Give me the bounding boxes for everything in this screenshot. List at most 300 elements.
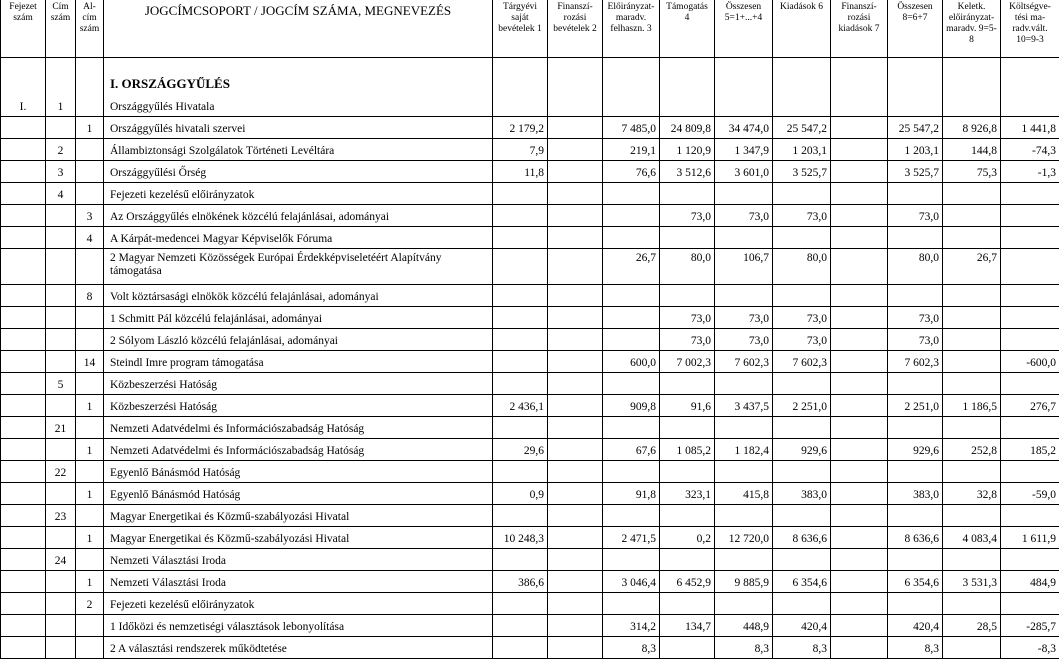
value-cell-8: 929,6	[888, 439, 943, 461]
value-cell-8	[888, 593, 943, 615]
value-cell-7	[831, 483, 888, 505]
value-cell-5: 7 602,3	[715, 351, 773, 373]
value-cell-9	[943, 417, 1001, 439]
value-cell-5	[715, 183, 773, 205]
value-cell-3	[603, 227, 660, 249]
value-cell-5: 73,0	[715, 329, 773, 351]
empty-cell	[76, 58, 104, 96]
value-cell-3: 219,1	[603, 139, 660, 161]
value-cell-4: 24 809,8	[660, 117, 715, 139]
value-cell-9	[943, 549, 1001, 571]
table-row	[1, 439, 1059, 461]
cim-cell: 5	[46, 373, 76, 395]
value-cell-4	[660, 373, 715, 395]
value-cell-7	[831, 307, 888, 329]
value-cell-3: 91,8	[603, 483, 660, 505]
value-cell-4: 73,0	[660, 307, 715, 329]
value-cell-2	[548, 593, 603, 615]
header-col-10: Költségve- tési ma- radv.vált. 10=9-3	[1001, 0, 1059, 58]
empty-cell	[943, 58, 1001, 96]
cim-cell	[46, 329, 76, 351]
value-cell-4	[660, 593, 715, 615]
value-cell-10	[1001, 549, 1059, 571]
value-cell-2	[548, 615, 603, 637]
value-cell-6	[773, 417, 831, 439]
alcim-cell: 1	[76, 395, 104, 417]
fejezet-cell	[1, 329, 46, 351]
alcim-cell: 14	[76, 351, 104, 373]
value-cell-3	[603, 95, 660, 117]
name-cell: 2 Sólyom László közcélú felajánlásai, adományai	[104, 329, 493, 351]
name-cell: Fejezeti kezelésű előirányzatok	[104, 183, 493, 205]
value-cell-4: 7 002,3	[660, 351, 715, 373]
empty-cell	[548, 58, 603, 96]
name-cell: Országgyűlés Hivatala	[104, 95, 493, 117]
value-cell-7	[831, 527, 888, 549]
name-cell: A Kárpát-medencei Magyar Képviselők Fóruma	[104, 227, 493, 249]
header-name: JOGCÍMCSOPORT / JOGCÍM SZÁMA, MEGNEVEZÉS	[104, 0, 493, 58]
value-cell-4	[660, 183, 715, 205]
cim-cell: 21	[46, 417, 76, 439]
alcim-cell: 1	[76, 483, 104, 505]
name-cell: Nemzeti Adatvédelmi és Információszabadság Hatóság	[104, 439, 493, 461]
value-cell-2	[548, 417, 603, 439]
value-cell-4: 1 120,9	[660, 139, 715, 161]
value-cell-8	[888, 549, 943, 571]
value-cell-5: 12 720,0	[715, 527, 773, 549]
value-cell-6: 6 354,6	[773, 571, 831, 593]
table-row	[1, 227, 1059, 249]
header-col-2: Finanszí- rozási bevételek 2	[548, 0, 603, 58]
empty-cell	[1, 58, 46, 96]
alcim-cell	[76, 161, 104, 183]
table-row	[1, 593, 1059, 615]
header-col-6: Kiadások 6	[773, 0, 831, 58]
value-cell-9: 28,5	[943, 615, 1001, 637]
value-cell-2	[548, 183, 603, 205]
value-cell-7	[831, 139, 888, 161]
value-cell-8: 8,3	[888, 637, 943, 659]
value-cell-6: 73,0	[773, 205, 831, 227]
alcim-cell	[76, 249, 104, 285]
value-cell-1	[493, 615, 548, 637]
value-cell-2	[548, 373, 603, 395]
fejezet-cell	[1, 461, 46, 483]
table-row	[1, 373, 1059, 395]
value-cell-4	[660, 95, 715, 117]
fejezet-cell	[1, 139, 46, 161]
value-cell-9: 8 926,8	[943, 117, 1001, 139]
table-header	[1, 0, 1059, 58]
table-row	[1, 95, 1059, 117]
value-cell-10: -8,3	[1001, 637, 1059, 659]
table-row	[1, 615, 1059, 637]
value-cell-9	[943, 593, 1001, 615]
value-cell-10	[1001, 307, 1059, 329]
value-cell-4: 323,1	[660, 483, 715, 505]
value-cell-10: 1 611,9	[1001, 527, 1059, 549]
value-cell-8: 25 547,2	[888, 117, 943, 139]
value-cell-6	[773, 95, 831, 117]
value-cell-10	[1001, 461, 1059, 483]
fejezet-cell	[1, 373, 46, 395]
value-cell-1	[493, 549, 548, 571]
value-cell-8	[888, 505, 943, 527]
value-cell-5: 1 182,4	[715, 439, 773, 461]
value-cell-8: 3 525,7	[888, 161, 943, 183]
value-cell-6: 1 203,1	[773, 139, 831, 161]
value-cell-3	[603, 307, 660, 329]
name-cell: Állambiztonsági Szolgálatok Történeti Levéltára	[104, 139, 493, 161]
fejezet-cell	[1, 161, 46, 183]
value-cell-6: 73,0	[773, 329, 831, 351]
value-cell-9	[943, 351, 1001, 373]
value-cell-6	[773, 227, 831, 249]
alcim-cell	[76, 505, 104, 527]
value-cell-10: 1 441,8	[1001, 117, 1059, 139]
value-cell-8: 7 602,3	[888, 351, 943, 373]
value-cell-8: 80,0	[888, 249, 943, 285]
value-cell-4: 80,0	[660, 249, 715, 285]
name-cell: Közbeszerzési Hatóság	[104, 395, 493, 417]
value-cell-1	[493, 417, 548, 439]
value-cell-10: -285,7	[1001, 615, 1059, 637]
value-cell-7	[831, 549, 888, 571]
value-cell-10	[1001, 285, 1059, 307]
name-cell: Közbeszerzési Hatóság	[104, 373, 493, 395]
value-cell-5	[715, 417, 773, 439]
alcim-cell: 1	[76, 527, 104, 549]
table-row	[1, 571, 1059, 593]
value-cell-7	[831, 417, 888, 439]
alcim-cell	[76, 139, 104, 161]
cim-cell: 1	[46, 95, 76, 117]
table-row	[1, 483, 1059, 505]
value-cell-4: 73,0	[660, 329, 715, 351]
value-cell-10	[1001, 95, 1059, 117]
value-cell-8	[888, 183, 943, 205]
value-cell-5: 3 437,5	[715, 395, 773, 417]
value-cell-9	[943, 307, 1001, 329]
value-cell-7	[831, 439, 888, 461]
name-cell: Volt köztársasági elnökök közcélú felajánlásai, adományai	[104, 285, 493, 307]
value-cell-9	[943, 637, 1001, 659]
fejezet-cell	[1, 351, 46, 373]
value-cell-7	[831, 285, 888, 307]
value-cell-5	[715, 505, 773, 527]
table-row	[1, 285, 1059, 307]
table-row	[1, 329, 1059, 351]
value-cell-2	[548, 285, 603, 307]
value-cell-7	[831, 505, 888, 527]
name-cell: 1 Időközi és nemzetiségi választások lebonyolítása	[104, 615, 493, 637]
value-cell-1: 11,8	[493, 161, 548, 183]
value-cell-3	[603, 549, 660, 571]
alcim-cell	[76, 183, 104, 205]
value-cell-1	[493, 373, 548, 395]
fejezet-cell	[1, 249, 46, 285]
value-cell-9	[943, 95, 1001, 117]
value-cell-3: 600,0	[603, 351, 660, 373]
value-cell-1	[493, 637, 548, 659]
value-cell-9	[943, 505, 1001, 527]
name-cell: 2 A választási rendszerek működtetése	[104, 637, 493, 659]
name-cell: Az Országgyűlés elnökének közcélú felajánlásai, adományai	[104, 205, 493, 227]
fejezet-cell	[1, 227, 46, 249]
value-cell-1	[493, 461, 548, 483]
value-cell-7	[831, 395, 888, 417]
alcim-cell	[76, 461, 104, 483]
value-cell-3: 2 471,5	[603, 527, 660, 549]
value-cell-6	[773, 549, 831, 571]
table-row	[1, 637, 1059, 659]
value-cell-10: -59,0	[1001, 483, 1059, 505]
value-cell-6: 8 636,6	[773, 527, 831, 549]
cim-cell	[46, 637, 76, 659]
value-cell-9	[943, 373, 1001, 395]
empty-cell	[660, 58, 715, 96]
value-cell-9: 75,3	[943, 161, 1001, 183]
value-cell-1: 2 436,1	[493, 395, 548, 417]
value-cell-3: 67,6	[603, 439, 660, 461]
value-cell-3: 7 485,0	[603, 117, 660, 139]
name-cell: Egyenlő Bánásmód Hatóság	[104, 483, 493, 505]
name-cell: 1 Schmitt Pál közcélú felajánlásai, adományai	[104, 307, 493, 329]
value-cell-6	[773, 285, 831, 307]
empty-cell	[603, 58, 660, 96]
header-col-8: Összesen 8=6+7	[888, 0, 943, 58]
value-cell-6: 25 547,2	[773, 117, 831, 139]
name-cell: Nemzeti Választási Iroda	[104, 571, 493, 593]
section-row	[1, 58, 1059, 96]
table-row	[1, 117, 1059, 139]
value-cell-10: 185,2	[1001, 439, 1059, 461]
value-cell-2	[548, 329, 603, 351]
value-cell-1	[493, 593, 548, 615]
value-cell-10	[1001, 205, 1059, 227]
fejezet-cell	[1, 549, 46, 571]
empty-cell	[46, 58, 76, 96]
value-cell-2	[548, 205, 603, 227]
value-cell-8	[888, 417, 943, 439]
fejezet-cell: I.	[1, 95, 46, 117]
value-cell-7	[831, 205, 888, 227]
value-cell-3: 314,2	[603, 615, 660, 637]
value-cell-10	[1001, 593, 1059, 615]
fejezet-cell	[1, 593, 46, 615]
value-cell-5: 9 885,9	[715, 571, 773, 593]
name-cell: Magyar Energetikai és Közmű-szabályozási Hivatal	[104, 527, 493, 549]
value-cell-3: 76,6	[603, 161, 660, 183]
value-cell-1: 386,6	[493, 571, 548, 593]
name-cell: Országgyűlési Őrség	[104, 161, 493, 183]
value-cell-10: -600,0	[1001, 351, 1059, 373]
value-cell-9	[943, 205, 1001, 227]
value-cell-9: 144,8	[943, 139, 1001, 161]
value-cell-5: 73,0	[715, 307, 773, 329]
alcim-cell: 1	[76, 571, 104, 593]
header-col-9: Keletk. előirányzat- maradv. 9=5-8	[943, 0, 1001, 58]
value-cell-2	[548, 571, 603, 593]
alcim-cell	[76, 549, 104, 571]
value-cell-6	[773, 183, 831, 205]
value-cell-2	[548, 249, 603, 285]
value-cell-6: 80,0	[773, 249, 831, 285]
cim-cell	[46, 395, 76, 417]
alcim-cell: 1	[76, 439, 104, 461]
value-cell-10	[1001, 227, 1059, 249]
value-cell-8: 8 636,6	[888, 527, 943, 549]
table-row	[1, 351, 1059, 373]
table-body	[1, 58, 1059, 659]
value-cell-5: 8,3	[715, 637, 773, 659]
cim-cell: 22	[46, 461, 76, 483]
name-cell: Országgyűlés hivatali szervei	[104, 117, 493, 139]
value-cell-1: 2 179,2	[493, 117, 548, 139]
cim-cell	[46, 483, 76, 505]
header-col-3: Előirányzat- maradv. felhaszn. 3	[603, 0, 660, 58]
empty-cell	[888, 58, 943, 96]
value-cell-8: 1 203,1	[888, 139, 943, 161]
value-cell-10: 484,9	[1001, 571, 1059, 593]
alcim-cell: 2	[76, 593, 104, 615]
value-cell-6: 383,0	[773, 483, 831, 505]
name-cell: 2 Magyar Nemzeti Közösségek Európai Érdekképviseletéért Alapítvány támogatása	[104, 249, 493, 285]
value-cell-8: 383,0	[888, 483, 943, 505]
header-fejezet: Fejezet szám	[1, 0, 46, 58]
value-cell-4: 91,6	[660, 395, 715, 417]
value-cell-4: 134,7	[660, 615, 715, 637]
empty-cell	[493, 58, 548, 96]
cim-cell	[46, 615, 76, 637]
value-cell-10	[1001, 505, 1059, 527]
value-cell-4	[660, 227, 715, 249]
table-row	[1, 395, 1059, 417]
value-cell-5: 415,8	[715, 483, 773, 505]
value-cell-6: 73,0	[773, 307, 831, 329]
cim-cell	[46, 117, 76, 139]
name-cell: Fejezeti kezelésű előirányzatok	[104, 593, 493, 615]
value-cell-5: 448,9	[715, 615, 773, 637]
value-cell-7	[831, 95, 888, 117]
value-cell-4: 3 512,6	[660, 161, 715, 183]
header-col-1: Tárgyévi saját bevételek 1	[493, 0, 548, 58]
fejezet-cell	[1, 395, 46, 417]
fejezet-cell	[1, 571, 46, 593]
value-cell-6: 2 251,0	[773, 395, 831, 417]
value-cell-4: 0,2	[660, 527, 715, 549]
table-row	[1, 205, 1059, 227]
name-cell: Steindl Imre program támogatása	[104, 351, 493, 373]
value-cell-8	[888, 373, 943, 395]
value-cell-5	[715, 593, 773, 615]
value-cell-8: 73,0	[888, 205, 943, 227]
alcim-cell	[76, 329, 104, 351]
value-cell-5	[715, 227, 773, 249]
table-row	[1, 505, 1059, 527]
fejezet-cell	[1, 505, 46, 527]
value-cell-6: 8,3	[773, 637, 831, 659]
cim-cell	[46, 351, 76, 373]
empty-cell	[715, 58, 773, 96]
header-alcim: Al- cím szám	[76, 0, 104, 58]
value-cell-1	[493, 351, 548, 373]
value-cell-2	[548, 161, 603, 183]
value-cell-7	[831, 571, 888, 593]
value-cell-3	[603, 285, 660, 307]
value-cell-1	[493, 329, 548, 351]
value-cell-4: 73,0	[660, 205, 715, 227]
empty-cell	[831, 58, 888, 96]
value-cell-4	[660, 461, 715, 483]
value-cell-9: 4 083,4	[943, 527, 1001, 549]
cim-cell	[46, 227, 76, 249]
value-cell-6	[773, 505, 831, 527]
fejezet-cell	[1, 637, 46, 659]
value-cell-1	[493, 307, 548, 329]
value-cell-6	[773, 461, 831, 483]
cim-cell: 3	[46, 161, 76, 183]
fejezet-cell	[1, 285, 46, 307]
value-cell-10: 276,7	[1001, 395, 1059, 417]
table-row	[1, 139, 1059, 161]
value-cell-4	[660, 505, 715, 527]
value-cell-6: 420,4	[773, 615, 831, 637]
alcim-cell: 1	[76, 117, 104, 139]
value-cell-8: 6 354,6	[888, 571, 943, 593]
cim-cell	[46, 249, 76, 285]
fejezet-cell	[1, 483, 46, 505]
value-cell-2	[548, 483, 603, 505]
value-cell-5: 106,7	[715, 249, 773, 285]
table-row	[1, 161, 1059, 183]
value-cell-9: 26,7	[943, 249, 1001, 285]
cim-cell	[46, 205, 76, 227]
cim-cell	[46, 285, 76, 307]
alcim-cell	[76, 637, 104, 659]
value-cell-1	[493, 227, 548, 249]
header-col-7: Finanszí- rozási kiadások 7	[831, 0, 888, 58]
value-cell-3	[603, 461, 660, 483]
cim-cell	[46, 571, 76, 593]
value-cell-6	[773, 373, 831, 395]
fejezet-cell	[1, 527, 46, 549]
value-cell-4	[660, 637, 715, 659]
header-col-4: Támogatás 4	[660, 0, 715, 58]
alcim-cell	[76, 95, 104, 117]
fejezet-cell	[1, 205, 46, 227]
value-cell-1	[493, 205, 548, 227]
value-cell-5	[715, 95, 773, 117]
value-cell-7	[831, 461, 888, 483]
value-cell-2	[548, 505, 603, 527]
value-cell-8	[888, 227, 943, 249]
value-cell-1: 0,9	[493, 483, 548, 505]
alcim-cell	[76, 307, 104, 329]
value-cell-10	[1001, 417, 1059, 439]
value-cell-3	[603, 205, 660, 227]
value-cell-7	[831, 227, 888, 249]
value-cell-9	[943, 183, 1001, 205]
value-cell-7	[831, 183, 888, 205]
value-cell-3	[603, 329, 660, 351]
cim-cell: 24	[46, 549, 76, 571]
section-title: I. ORSZÁGGYŰLÉS	[104, 58, 493, 96]
value-cell-1: 29,6	[493, 439, 548, 461]
value-cell-7	[831, 117, 888, 139]
value-cell-1: 7,9	[493, 139, 548, 161]
value-cell-9	[943, 285, 1001, 307]
